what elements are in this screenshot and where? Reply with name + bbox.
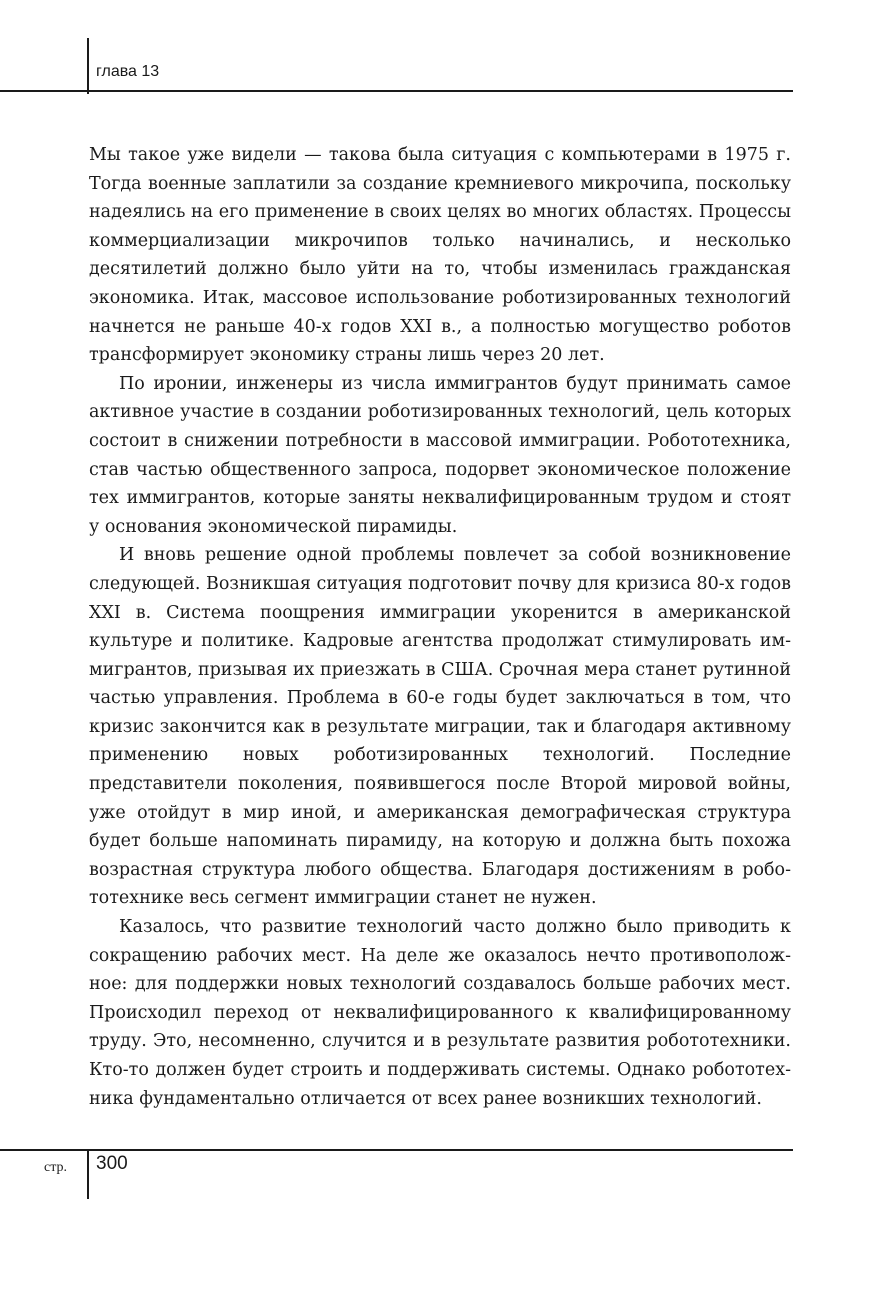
chapter-label: глава 13 [96,63,160,80]
page-number: 300 [96,1153,128,1174]
paragraph: Мы такое уже видели — такова была ситуация с компьютерами в 1975 г. Тогда военные заплатили за создание кремниевого микрочипа, поскольку надеялись на его применение в своих целях во многих областях. Процессы коммерциализации микрочипов только начинались, и несколько десятилетий должно было уйти на то, чтобы изменилась гражданская экономика. Итак, массовое использование роботизированных технологий начнется не раньше 40-х годов XXI в., а полностью могущество роботов трансформирует экономику страны лишь через 20 лет. [89,145,791,366]
paragraph: И вновь решение одной проблемы повлечет за собой возникновение следующей. Возникшая ситуация подготовит почву для кризиса 80-х годов XXI в. Система поощрения иммиграции укоренится в американской культуре и политике. Кадровые агентства продолжат стимулировать иммигрантов, призывая их приезжать в США. Срочная мера станет рутинной частью управления. Проблема в 60-е годы будет заключаться в том, что кризис закончится как в результате миграции, так и благодаря активному применению новых роботизированных технологий. Последние представители поколения, появившегося после Второй мировой войны, уже отойдут в мир иной, и американская демографическая структура будет больше напоминать пирамиду, на которую и должна быть похожа возрастная структура любого общества. Благодаря достижениям в робототехнике весь сегмент иммиграции станет не нужен. [89,545,791,909]
page-number-prefix: стр. [44,1160,68,1175]
footer-horizontal-rule [0,1149,793,1151]
header-vertical-rule [87,38,89,94]
body-text [89,141,791,1113]
header-horizontal-rule [0,90,793,92]
footer-vertical-rule [87,1149,89,1199]
paragraph: Казалось, что развитие технологий часто должно было приводить к сокращению рабочих мест. На деле же оказалось нечто противоположное: для поддержки новых технологий создавалось больше рабочих мест. Происходил переход от неквалифицированного к квалифицированному труду. Это, несомненно, случится и в результате развития робототехники. Кто-то должен будет строить и поддерживать системы. Однако робототехника фундаментально отличается от всех ранее возникших технологий. [89,917,791,1109]
paragraph: По иронии, инженеры из числа иммигрантов будут принимать самое активное участие в создании роботизированных технологий, цель которых состоит в снижении потребности в массовой иммиграции. Робототехника, став частью общественного запроса, подорвет экономическое положение тех иммигрантов, которые заняты неквалифицированным трудом и стоят у основания экономической пирамиды. [89,373,791,537]
